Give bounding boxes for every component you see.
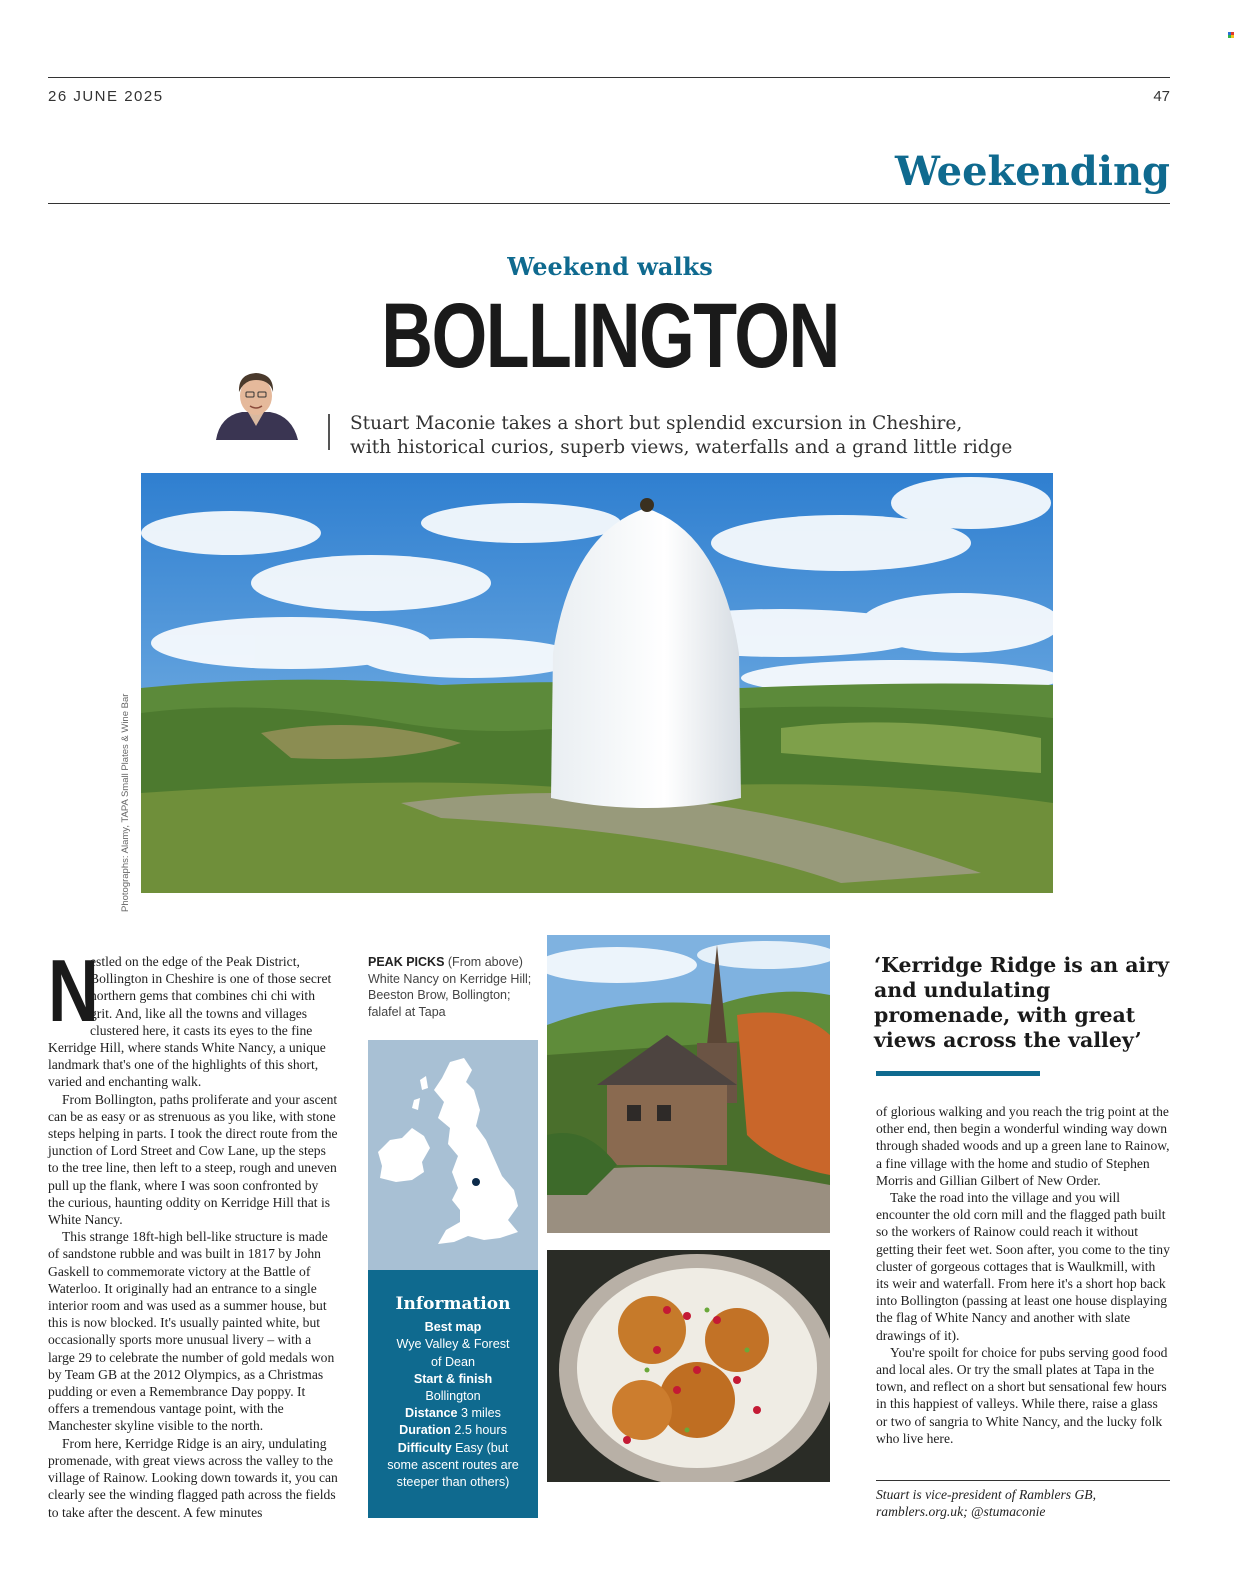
issue-date: 26 JUNE 2025 [48, 88, 164, 105]
main-photo-white-nancy [141, 473, 1053, 893]
peak-picks-label: PEAK PICKS [368, 955, 445, 969]
dropcap: N [48, 941, 99, 1040]
uk-map [368, 1040, 538, 1270]
pull-quote-bar [876, 1071, 1040, 1076]
info-start-value: Bollington [425, 1389, 481, 1404]
info-map-label: Best map [424, 1320, 482, 1335]
section-title: Weekending [894, 148, 1170, 195]
page-number: 47 [1153, 88, 1170, 105]
information-box [368, 1270, 538, 1518]
paragraph-2: From Bollington, paths proliferate and your ascent can be as easy or as strenuous as you like, with stone steps helping in parts. I took the direct route from the junction of Lord Street and Cow Lane, up the steps to the tree line, then left to a steep, rough and uneven pull up the flank, where I was soon confronted by the curious, haunting oddity on Kerridge Hill that is White Nancy. [48, 1091, 338, 1228]
author-photo [212, 366, 300, 440]
photo-beeston-brow [547, 935, 830, 1233]
peak-picks-caption [368, 954, 538, 1020]
photo-credit: Photographs: Alamy, TAPA Small Plates & Wine Bar [120, 693, 131, 912]
info-duration-label: Duration [399, 1423, 451, 1438]
article-kicker: Weekend walks [507, 252, 713, 281]
paragraph-5: of glorious walking and you reach the trig point at the other end, then begin a wonderful winding way down through shaded woods and up a green lane to Rainow, a fine village with the home and studio of Stephen Morris and Gillian Gilbert of New Order. [876, 1104, 1170, 1188]
paragraph-3: This strange 18ft-high bell-like structure is made of sandstone rubble and was built in 1817 by John Gaskell to commemorate victory at the Battle of Waterloo. It originally had an entrance to a single interior room and was used as a summer house, but this is now blocked. It's usually painted white, but occasionally sports more unusual livery – with a large 29 to celebrate the number of gold medals won by Team GB at the 2012 Olympics, as a Christmas pudding or even a Remembrance Day poppy. It offers a tremendous vantage point, with the Manchester skyline visible to the north. [48, 1229, 335, 1434]
paragraph-1 [48, 941, 338, 1091]
info-difficulty-label: Difficulty [397, 1440, 452, 1455]
paragraph-4: From here, Kerridge Ridge is an airy, undulating promenade, with great views across the valley to the village of Rainow. Looking down towards it, you can clearly see the winding flagged path across the fields to take after the descent. A few minutes [48, 1435, 338, 1520]
info-title: Information [395, 1294, 511, 1314]
corner-marker [1228, 32, 1234, 38]
photo-falafel-tapa [547, 1250, 830, 1482]
body-column-1 [48, 941, 338, 1521]
standfirst-line-1: Stuart Maconie takes a short but splendid excursion in Cheshire, [350, 413, 963, 434]
article-headline: BOLLINGTON [381, 285, 839, 387]
location-map [368, 1040, 538, 1270]
paragraph-7: You're spoilt for choice for pubs serving good food and local ales. Or try the small plates at Tapa in the town, and reflect on a short but sensational few hours in this happiest of valleys. While there, raise a glass or two of sangria to White Nancy, and the lucky folk who live here. [876, 1344, 1168, 1446]
standfirst-line-2: with historical curios, superb views, waterfalls and a grand little ridge [350, 437, 1013, 458]
author-signoff: Stuart is vice-president of Ramblers GB, ramblers.org.uk; @stumaconie [876, 1487, 1096, 1520]
signoff-rule [876, 1480, 1170, 1481]
section-rule [48, 203, 1170, 204]
standfirst-bar [328, 414, 330, 450]
paragraph-6: Take the road into the village and you will encounter the old corn mill and the flagged path built so the workers of Rainow could reach it without getting their feet wet. Soon after, you come to the tiny cluster of gorgeous cottages that is Waulkmill, with its weir and waterfall. From here it's a short hop back into Bollington (passing at least one house displaying the flag of White Nancy and another with slate drawings of it). [876, 1190, 1170, 1343]
pull-quote: ‘Kerridge Ridge is an airy and undulating promenade, with great views across the valley’ [874, 953, 1170, 1052]
top-rule [48, 77, 1170, 78]
info-map-value: Wye Valley & Forest of Dean [396, 1337, 510, 1369]
info-difficulty-value: Easy (but some ascent routes are steeper than others) [387, 1440, 519, 1490]
info-distance-label: Distance [405, 1406, 458, 1421]
standfirst [350, 412, 1030, 460]
peak-picks-text: (From above) White Nancy on Kerridge Hill; Beeston Brow, Bollington; falafel at Tapa [368, 955, 532, 1019]
paragraph-1-text: estled on the edge of the Peak District, Bollington in Cheshire is one of those secret northern gems that combines chi chi with grit. And, like all the towns and villages clustered here, it casts its eyes to the fine Kerridge Hill, where stands White Nancy, a unique landmark that's one of the highlights of this short, varied and enchanting walk. [48, 954, 332, 1090]
info-start-label: Start & finish [413, 1371, 493, 1386]
info-duration-value: 2.5 hours [454, 1423, 507, 1438]
body-column-3 [876, 1103, 1170, 1447]
info-distance-value: 3 miles [461, 1406, 501, 1421]
